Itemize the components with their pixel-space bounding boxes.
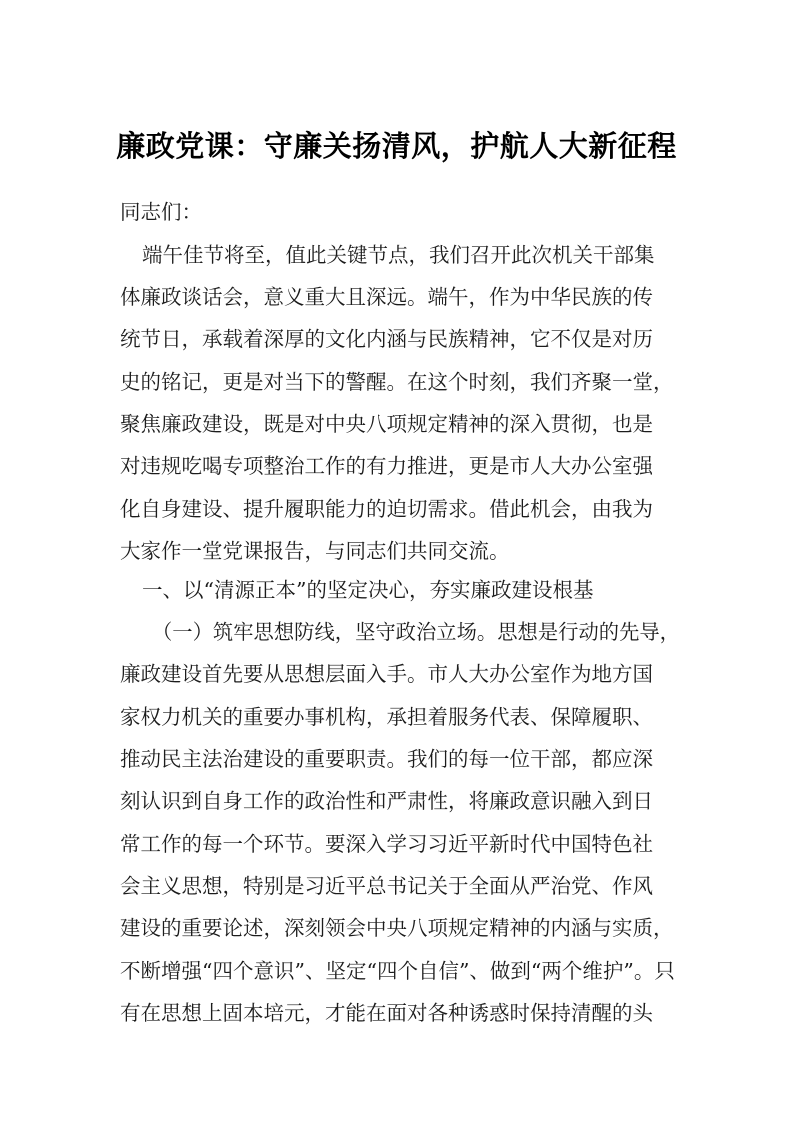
paragraph-line: 对违规吃喝专项整治工作的有力推进，更是市人大办公室强 [120, 454, 653, 478]
paragraph-line: 不断增强“四个意识”、坚定“四个自信”、做到“两个维护”。只 [120, 959, 675, 983]
section-heading: 一、以“清源正本”的坚定决心，夯实廉政建设根基 [142, 578, 594, 602]
paragraph-line: 大家作一堂党课报告，与同志们共同交流。 [120, 539, 510, 563]
paragraph-line: 家权力机关的重要办事机构，承担着服务代表、保障履职、 [120, 705, 653, 729]
salutation-line: 同志们： [120, 200, 202, 224]
paragraph-line: 统节日，承载着深厚的文化内涵与民族精神，它不仅是对历 [120, 327, 653, 351]
subsection-heading-line: （一）筑牢思想防线，坚守政治立场。思想是行动的先导， [152, 620, 680, 644]
paragraph-line: 聚焦廉政建设，既是对中央八项规定精神的深入贯彻，也是 [120, 412, 653, 436]
document-title: 廉政党课：守廉关扬清风，护航人大新征程 [116, 129, 677, 163]
paragraph-line: 推动民主法治建设的重要职责。我们的每一位干部，都应深 [120, 747, 653, 771]
paragraph-line: 廉政建设首先要从思想层面入手。市人大办公室作为地方国 [120, 662, 653, 686]
paragraph-line: 史的铭记，更是对当下的警醒。在这个时刻，我们齐聚一堂， [120, 370, 674, 394]
paragraph-line: 建设的重要论述，深刻领会中央八项规定精神的内涵与实质， [120, 916, 674, 940]
paragraph-line: 刻认识到自身工作的政治性和严肃性，将廉政意识融入到日 [120, 789, 653, 813]
paragraph-line: 体廉政谈话会，意义重大且深远。端午，作为中华民族的传 [120, 285, 653, 309]
paragraph-line: 会主义思想，特别是习近平总书记关于全面从严治党、作风 [120, 874, 653, 898]
paragraph-line: 化自身建设、提升履职能力的迫切需求。借此机会，由我为 [120, 497, 653, 521]
paragraph-line: 端午佳节将至，值此关键节点，我们召开此次机关干部集 [142, 243, 655, 267]
paragraph-line: 有在思想上固本培元，才能在面对各种诱惑时保持清醒的头 [120, 1001, 653, 1025]
paragraph-line: 常工作的每一个环节。要深入学习习近平新时代中国特色社 [120, 832, 653, 856]
